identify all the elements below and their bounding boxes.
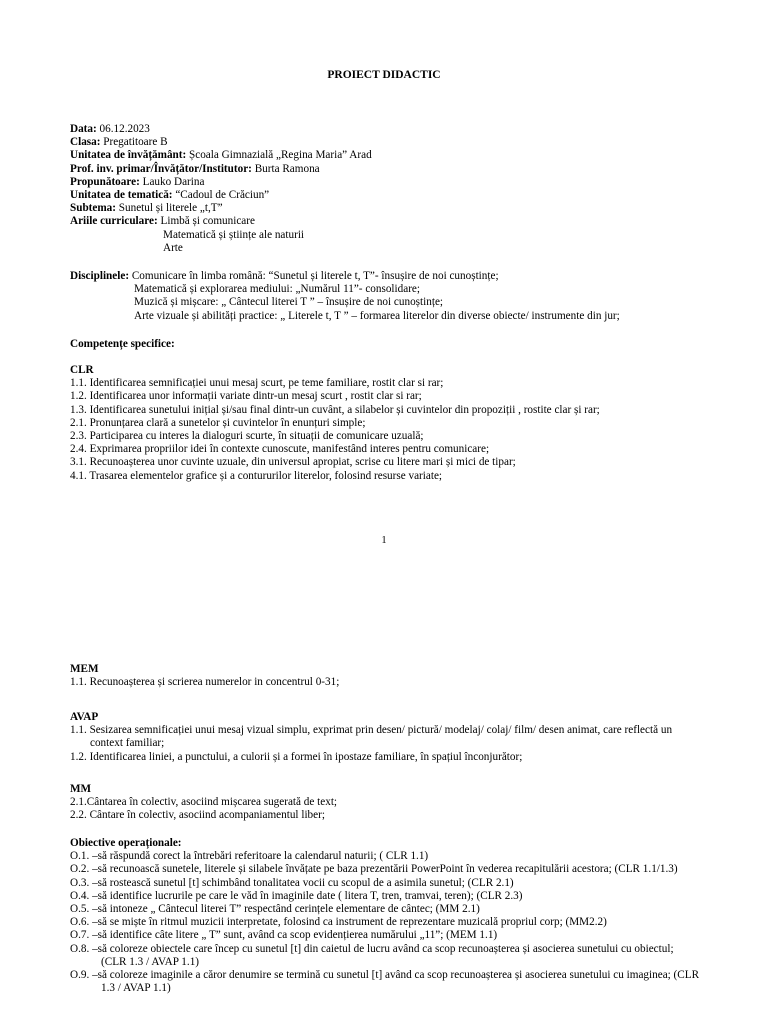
competente-heading: Competențe specifice: xyxy=(70,338,175,350)
disciplina-item: Arte vizuale și abilități practice: „ Literele t, T ” – formarea literelor din diverse obiecte/ instrumente din jur; xyxy=(134,309,620,322)
disciplina-item: Muzică și mișcare: „ Cântecul literei T ” – însușire de noi cunoștințe; xyxy=(134,296,444,309)
field-arii: Ariile curriculare: Limbă și comunicare xyxy=(70,215,255,228)
avap-section xyxy=(70,711,700,764)
clr-section xyxy=(70,364,700,483)
list-item: 2.1. Pronunțarea clară a sunetelor și cuvintelor în enunțuri simple; xyxy=(70,416,366,429)
list-item: O.4. –să identifice lucrurile pe care le văd în imaginile date ( litera T, tren, tramvai, teren); (CLR 2.3) xyxy=(70,889,523,902)
section-heading: MEM xyxy=(70,663,99,675)
list-item: 3.1. Recunoașterea unor cuvinte uzuale, din universul apropiat, scrise cu litere mari și mici de tipar; xyxy=(70,456,516,469)
list-item: O.7. –să identifice câte litere „ T” sunt, având ca scop evidențierea numărului „11”; (MEM 1.1) xyxy=(70,929,498,942)
section-heading: MM xyxy=(70,783,92,795)
field-arii-item: Arte xyxy=(163,241,183,254)
list-item: 2.2. Cântare în colectiv, asociind acompaniamentul liber; xyxy=(70,809,325,822)
list-item: O.3. –să rostească sunetul [t] schimbând tonalitatea vocii cu scopul de a asimila sunetul; (CLR 2.1) xyxy=(70,876,514,889)
page-number: 1 xyxy=(381,535,387,546)
list-item: 4.1. Trasarea elementelor grafice și a contururilor literelor, folosind resurse variate; xyxy=(70,469,443,482)
field-propunatoare: Propunătoare: Lauko Darina xyxy=(70,175,205,188)
document-title: PROIECT DIDACTIC xyxy=(327,69,441,81)
field-prof: Prof. inv. primar/Învățător/Institutor: Burta Ramona xyxy=(70,162,320,175)
list-item: O.6. –să se miște în ritmul muzicii interpretate, folosind ca instrument de reprezentare muzicală propriul corp; (MM2.2) xyxy=(70,916,607,929)
section-heading: AVAP xyxy=(70,711,99,723)
list-item: O.9. –să coloreze imaginile a căror denumire se termină cu sunetul [t] având ca scop recunoașterea și asocierea sunetului cu imaginea; (CLR 1.3 / AVAP 1.1) xyxy=(70,969,700,995)
mem-section xyxy=(70,663,700,689)
header-info xyxy=(70,123,700,255)
list-item: 1.2. Identificarea liniei, a punctului, a culorii și a formei în ipostaze familiare, în spațiul înconjurător; xyxy=(70,750,523,763)
list-item: 1.1. Recunoașterea și scrierea numerelor in concentrul 0-31; xyxy=(70,676,340,689)
list-item: O.5. –să intoneze „ Cântecul literei T” respectând cerințele elementare de cântec; (MM 2.1) xyxy=(70,903,480,916)
list-item: O.8. –să coloreze obiectele care încep cu sunetul [t] din caietul de lucru având ca scop recunoașterea și asocierea sunetului cu obiectul; (CLR 1.3 / AVAP 1.1) xyxy=(70,942,674,968)
disciplina-item: Disciplinele: Comunicare în limba română: “Sunetul și literele t, T”- însușire de noi cunoștințe; xyxy=(70,270,499,282)
section-heading: CLR xyxy=(70,364,94,376)
list-item: 2.3. Participarea cu interes la dialoguri scurte, în situații de comunicare uzuală; xyxy=(70,430,424,443)
list-item: 1.1. Sesizarea semnificației unui mesaj vizual simplu, exprimat prin desen/ pictură/ modelaj/ colaj/ film/ desen animat, care reflectă un context familiar; xyxy=(70,724,673,750)
list-item: O.1. –să răspundă corect la întrebări referitoare la calendarul naturii; ( CLR 1.1) xyxy=(70,850,429,863)
field-subtema: Subtema: Sunetul și literele „t,T” xyxy=(70,202,223,215)
field-unitatea: Unitatea de învățământ: Școala Gimnazială „Regina Maria” Arad xyxy=(70,149,372,162)
section-heading: Obiective operaționale: xyxy=(70,837,182,849)
disciplina-item: Matematică și explorarea mediului: „Numărul 11”- consolidare; xyxy=(134,283,421,296)
field-tematica: Unitatea de tematică: “Cadoul de Crăciun” xyxy=(70,189,270,202)
list-item: 1.2. Identificarea unor informații variate dintr-un mesaj scurt , rostit clar si rar; xyxy=(70,390,422,403)
obiective-section xyxy=(70,837,700,995)
field-data: Data: 06.12.2023 xyxy=(70,123,150,135)
field-clasa: Clasa: Pregatitoare B xyxy=(70,136,168,149)
list-item: 1.3. Identificarea sunetului inițial și/sau final dintr-un cuvânt, a silabelor și cuvintelor din propoziții , rostite clar și rar; xyxy=(70,403,600,416)
list-item: 2.1.Cântarea în colectiv, asociind mișcarea sugerată de text; xyxy=(70,796,338,809)
field-arii-item: Matematică și științe ale naturii xyxy=(163,228,305,241)
mm-section xyxy=(70,783,700,823)
list-item: 2.4. Exprimarea propriilor idei în contexte cunoscute, manifestând interes pentru comunicare; xyxy=(70,443,490,456)
disciplinele-section xyxy=(70,270,700,323)
list-item: 1.1. Identificarea semnificației unui mesaj scurt, pe teme familiare, rostit clar si rar; xyxy=(70,377,444,390)
list-item: O.2. –să recunoască sunetele, literele și silabele învățate pe baza prezentării PowerPoint în vederea recapitulării acestora; (CLR 1.1/1.3) xyxy=(70,863,678,876)
